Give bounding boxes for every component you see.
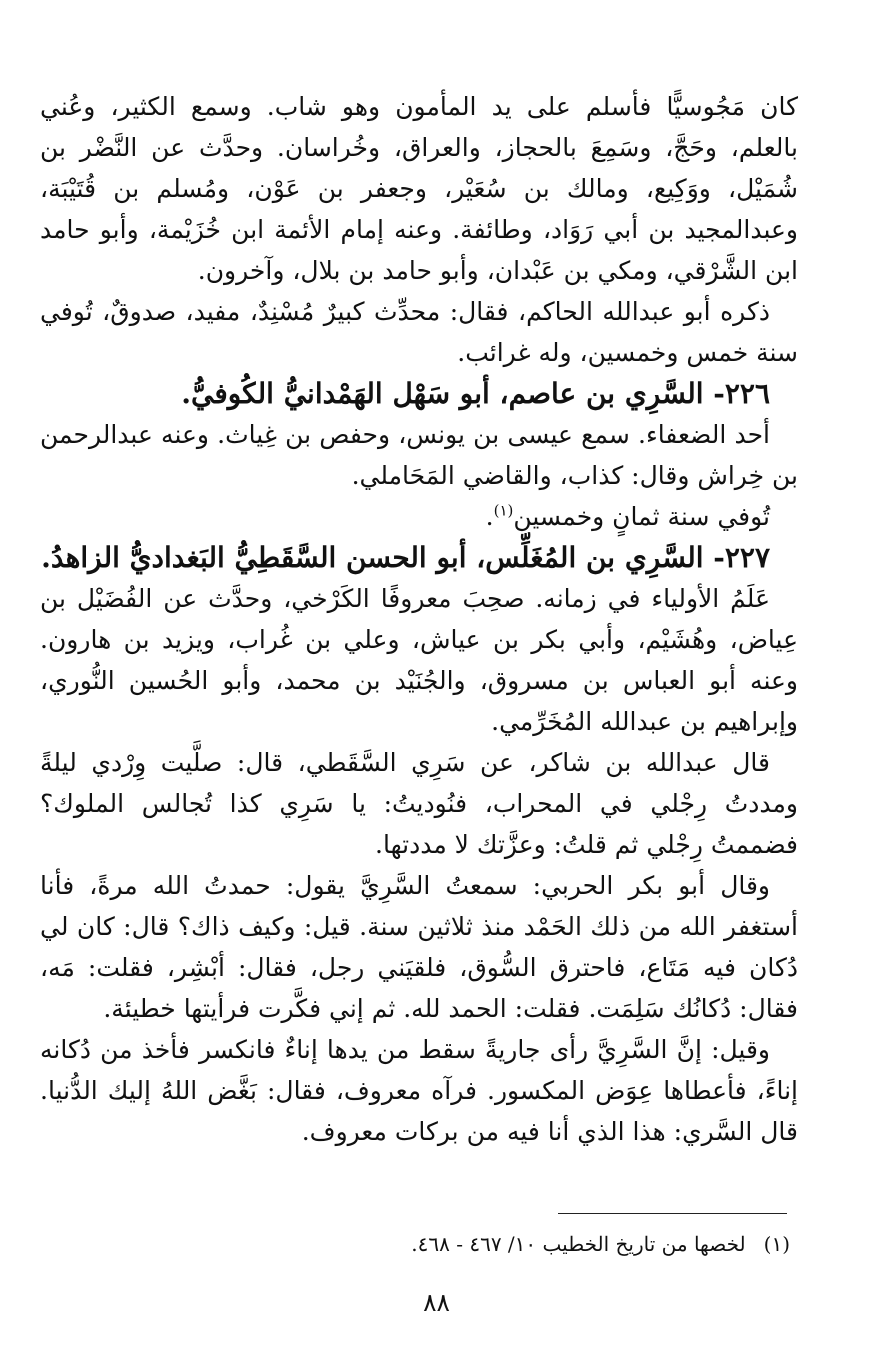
entry-227-paragraph-1: عَلَمُ الأولياء في زمانه. صحِبَ معروفًا الكَرْخي، وحدَّث عن الفُضَيْل بن عِياض، وهُشَيْم، وأبي بكر بن عياش، وعلي بن غُراب، ويزيد بن هارون. وعنه أبو العباس بن مسروق، والجُنَيْد بن محمد، وأبو الحُسين النُّوري، وإبراهيم بن عبدالله المُخَرِّمي. (40, 584, 798, 736)
footnote (40, 1230, 790, 1258)
entry-227-paragraph-4: وقيل: إنَّ السَّرِيَّ رأى جاريةً سقط من يدها إناءٌ فانكسر فأخذ من دُكانه إناءً، فأعطاها عِوَض المكسور. فرآه معروف، فقال: بَغَّض اللهُ إليك الدُّنيا. قال السَّري: هذا الذي أنا فيه من بركات معروف. (40, 1035, 798, 1146)
death-note-end: . (485, 502, 494, 531)
entry-226-death-note (40, 496, 798, 537)
footnote-reference: (١) (493, 501, 514, 520)
footnote-divider (558, 1213, 787, 1214)
entry-226-paragraph: أحد الضعفاء. سمع عيسى بن يونس، وحفص بن غِياث. وعنه عبدالرحمن بن خِراش وقال: كذاب، والقاضي المَحَاملي. (40, 420, 798, 490)
death-note-text: تُوفي سنة ثمانٍ وخمسين (513, 502, 770, 531)
footnote-number: (١) (763, 1232, 790, 1256)
hakim-quote-paragraph: ذكره أبو عبدالله الحاكم، فقال: محدِّث كبيرٌ مُسْنِدٌ، مفيد، صدوقٌ، تُوفي سنة خمس وخمسين، وله غرائب. (40, 297, 798, 367)
page-number: ٨٨ (423, 1288, 450, 1317)
entry-227-paragraph-2: قال عبدالله بن شاكر، عن سَرِي السَّقَطي، قال: صلَّيت وِرْدي ليلةً ومددتُ رِجْلي في المحراب، فنُوديتُ: يا سَرِي كذا تُجالس الملوك؟ فضممتُ رِجْلي ثم قلتُ: وعزَّتك لا مددتها. (40, 748, 798, 859)
entry-227-paragraph-3: وقال أبو بكر الحربي: سمعتُ السَّرِيَّ يقول: حمدتُ الله مرةً، فأنا أستغفر الله من ذلك الحَمْد منذ ثلاثين سنة. قيل: وكيف ذاك؟ قال: كان لي دُكان فيه مَتَاع، فاحترق السُّوق، فلقيَني رجل، فقال: أبْشِر، فقلت: مَه، فقال: دُكانُك سَلِمَت. فقلت: الحمد لله. ثم إني فكَّرت فرأيتها خطيئة. (40, 871, 798, 1023)
footnote-text: لخصها من تاريخ الخطيب ١٠/ ٤٦٧ - ٤٦٨. (411, 1232, 746, 1256)
continuation-paragraph: كان مَجُوسيًّا فأسلم على يد المأمون وهو شاب. وسمع الكثير، وعُني بالعلم، وحَجَّ، وسَمِعَ بالحجاز، والعراق، وخُراسان. وحدَّث عن النَّضْر بن شُمَيْل، ووَكِيع، ومالك بن سُعَيْر، وجعفر بن عَوْن، ومُسلم بن قُتَيْبَة، وعبدالمجيد بن أبي رَوَاد، وطائفة. وعنه إمام الأئمة ابن خُزَيْمة، وأبو حامد ابن الشَّرْقي، ومكي بن عَبْدان، وأبو حامد بن بلال، وآخرون. (40, 92, 798, 285)
entry-227-heading: ٢٢٧- السَّرِي بن المُغَلِّس، أبو الحسن السَّقَطِيُّ البَغداديُّ الزاهدُ. (41, 541, 770, 574)
entry-226-heading: ٢٢٦- السَّرِي بن عاصم، أبو سَهْل الهَمْدانيُّ الكُوفيُّ. (181, 377, 770, 410)
main-text (40, 86, 798, 1152)
